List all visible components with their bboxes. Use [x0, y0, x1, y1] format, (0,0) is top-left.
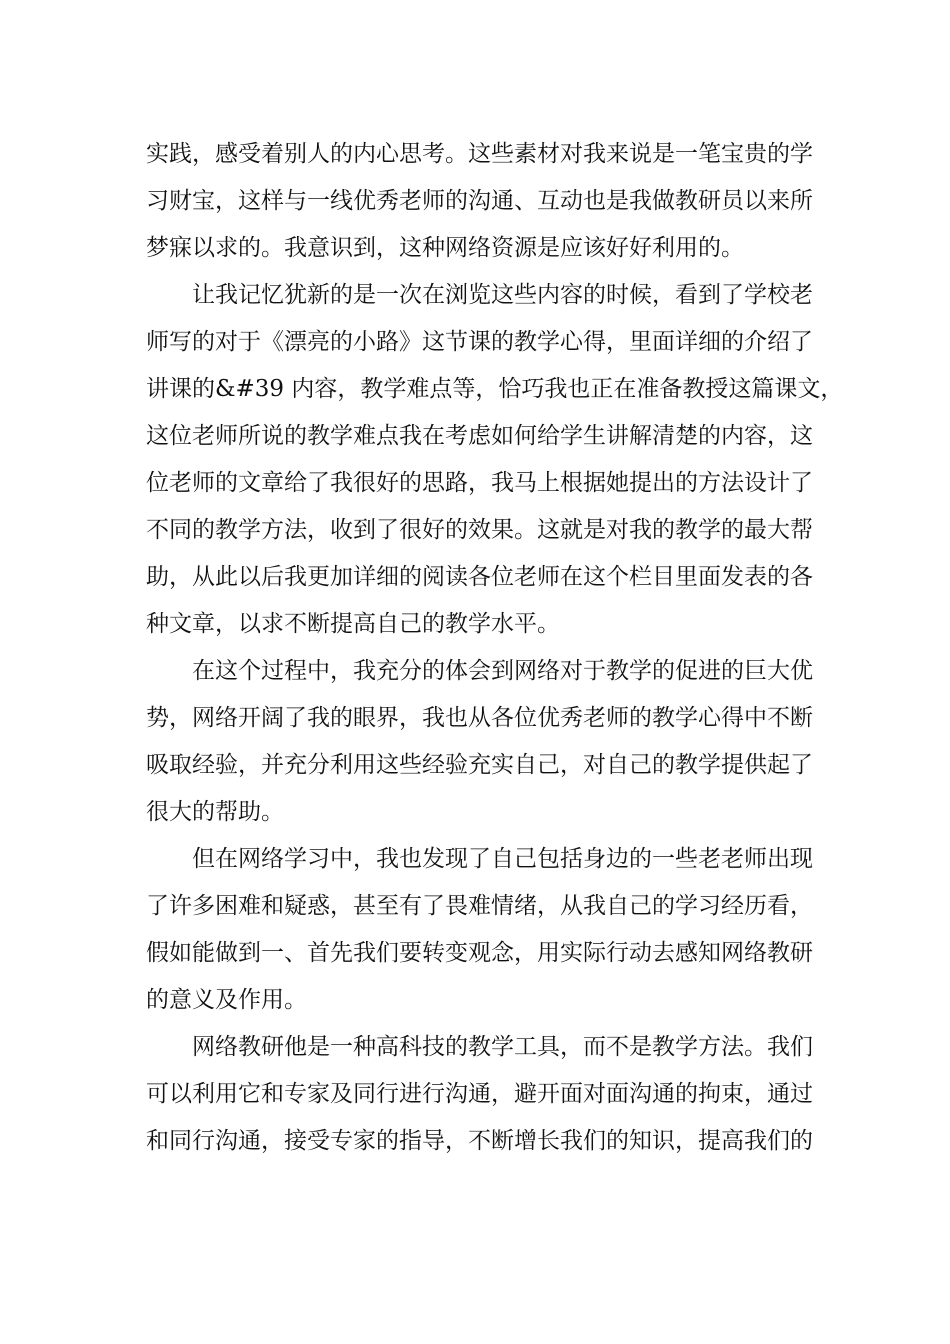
- document-body: [146, 131, 844, 1165]
- text-line: 但在网络学习中，我也发现了自己包括身边的一些老老师出现: [192, 846, 813, 872]
- text-line: 假如能做到一、首先我们要转变观念，用实际行动去感知网络教研: [146, 940, 813, 966]
- text-line: 和同行沟通，接受专家的指导，不断增长我们的知识，提高我们的: [146, 1128, 813, 1154]
- text-line: 的意义及作用。: [146, 987, 307, 1013]
- paragraph: [146, 131, 813, 272]
- text-line: 可以利用它和专家及同行进行沟通，避开面对面沟通的拘束，通过: [146, 1081, 813, 1107]
- text-line: 在这个过程中，我充分的体会到网络对于教学的促进的巨大优: [192, 658, 813, 684]
- text-line: 讲课的&#39 内容，教学难点等，恰巧我也正在准备教授这篇课文，: [146, 376, 844, 402]
- paragraph: [146, 272, 844, 648]
- text-line: 习财宝，这样与一线优秀老师的沟通、互动也是我做教研员以来所: [146, 188, 813, 214]
- paragraph: [146, 1024, 813, 1165]
- text-line: 让我记忆犹新的是一次在浏览这些内容的时候，看到了学校老: [192, 282, 813, 308]
- text-line: 很大的帮助。: [146, 799, 284, 825]
- text-line: 吸取经验，并充分利用这些经验充实自己，对自己的教学提供起了: [146, 752, 813, 778]
- paragraph: [146, 836, 813, 1024]
- text-line: 了许多困难和疑惑，甚至有了畏难情绪，从我自己的学习经历看，: [146, 893, 813, 919]
- text-line: 位老师的文章给了我很好的思路，我马上根据她提出的方法设计了: [146, 470, 813, 496]
- text-line: 师写的对于《漂亮的小路》这节课的教学心得，里面详细的介绍了: [146, 329, 813, 355]
- text-line: 网络教研他是一种高科技的教学工具，而不是教学方法。我们: [192, 1034, 813, 1060]
- paragraph: [146, 648, 813, 836]
- text-line: 这位老师所说的教学难点我在考虑如何给学生讲解清楚的内容，这: [146, 423, 813, 449]
- text-line: 种文章，以求不断提高自己的教学水平。: [146, 611, 560, 637]
- text-line: 助，从此以后我更加详细的阅读各位老师在这个栏目里面发表的各: [146, 564, 813, 590]
- text-line: 实践，感受着别人的内心思考。这些素材对我来说是一笔宝贵的学: [146, 141, 813, 167]
- text-line: 梦寐以求的。我意识到，这种网络资源是应该好好利用的。: [146, 235, 744, 261]
- text-line: 不同的教学方法，收到了很好的效果。这就是对我的教学的最大帮: [146, 517, 813, 543]
- text-line: 势，网络开阔了我的眼界，我也从各位优秀老师的教学心得中不断: [146, 705, 813, 731]
